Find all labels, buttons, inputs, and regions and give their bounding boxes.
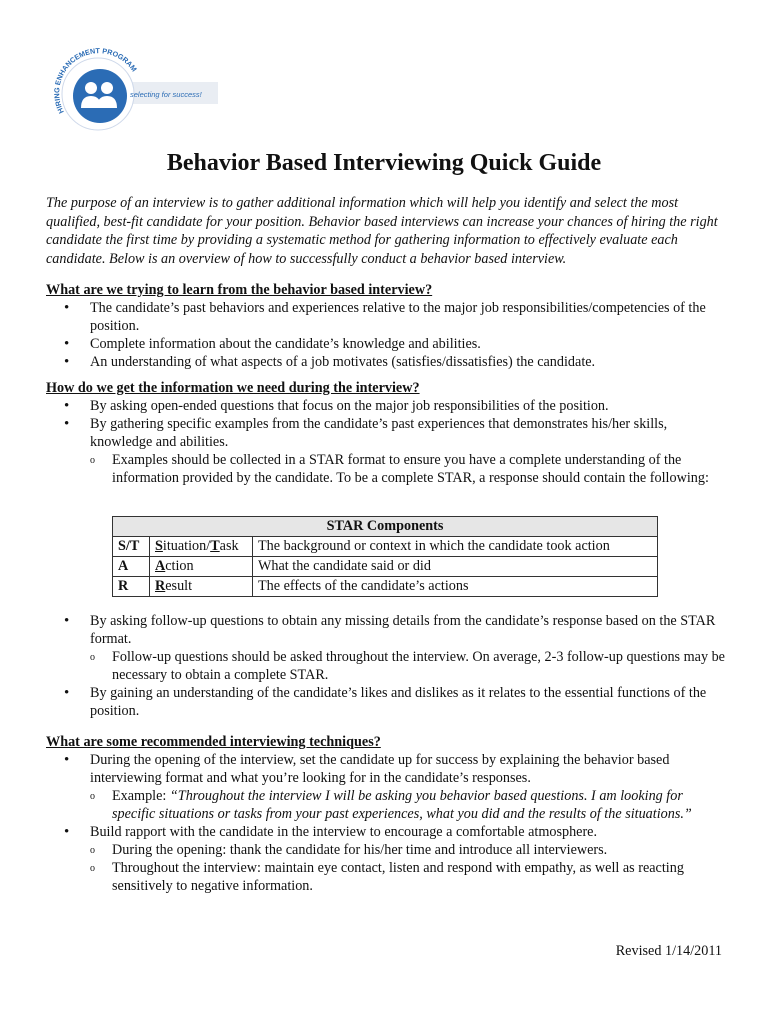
sub-list-item: o Example: “Throughout the interview I will be asking you behavior based questions. I am looking for specific situations or tasks from your past experiences, what you did and the results of the situations.” xyxy=(90,787,726,823)
table-row: S/T Situation/Task The background or context in which the candidate took action xyxy=(113,537,658,557)
bullet-list xyxy=(46,751,726,895)
section-get-information xyxy=(46,379,726,487)
section-get-information-continued xyxy=(46,612,726,720)
intro-text: The purpose of an interview is to gather additional information which will help you identify and select the most qualified, best-fit candidate for your position. Behavior based interviews can increase your chances of hiring the right candidate the first time by providing a systematic method for gathering information to effectively evaluate each candidate. Below is an overview of how to successfully conduct a behavior based interview. xyxy=(46,195,718,267)
list-item: • Build rapport with the candidate in the interview to encourage a comfortable atmosphere. o During the opening: thank the candidate for his/her time and introduce all interviewers. o Throughout the interview: maintain eye contact, listen and respond with empathy, as well as reacting sensitively to negative information. xyxy=(46,823,726,895)
sub-list-item: o Examples should be collected in a STAR format to ensure you have a complete understanding of the information provided by the candidate. To be a complete STAR, a response should contain the following: xyxy=(90,451,726,487)
sub-list xyxy=(90,451,726,487)
list-item: • The candidate’s past behaviors and experiences relative to the major job responsibilities/competencies of the position. xyxy=(46,299,726,335)
revised-date: Revised 1/14/2011 xyxy=(615,943,722,959)
sub-list-item: o Follow-up questions should be asked throughout the interview. On average, 2-3 follow-up questions may be necessary to obtain a complete STAR. xyxy=(90,648,726,684)
list-item: • An understanding of what aspects of a job motivates (satisfies/dissatisfies) the candidate. xyxy=(46,353,726,371)
section-learn xyxy=(46,281,726,371)
sub-list-item: o Throughout the interview: maintain eye contact, listen and respond with empathy, as well as reacting sensitively to negative information. xyxy=(90,859,726,895)
list-item: • By asking follow-up questions to obtain any missing details from the candidate’s response based on the STAR format. o Follow-up questions should be asked throughout the interview. On average, 2-3 follow-up questions may be necessary to obtain a complete STAR. xyxy=(46,612,726,684)
bullet-list xyxy=(46,299,726,371)
section-heading: How do we get the information we need during the interview? xyxy=(46,380,420,396)
intro-paragraph xyxy=(46,194,726,268)
sub-list-item: o During the opening: thank the candidate for his/her time and introduce all interviewers. xyxy=(90,841,726,859)
sub-list xyxy=(90,787,726,823)
sub-list xyxy=(90,841,726,895)
logo-arc-text: HIRING ENHANCEMENT PROGRAM xyxy=(52,46,139,116)
logo-tagline: selecting for success! xyxy=(130,90,202,99)
list-item: • By gathering specific examples from the candidate’s past experiences that demonstrates his/her skills, knowledge and abilities. o Examples should be collected in a STAR format to ensure you have a complete understanding of the information provided by the candidate. To be a complete STAR, a response should contain the following: xyxy=(46,415,726,487)
list-item: • During the opening of the interview, set the candidate up for success by explaining the behavior based interviewing format and what you’re looking for in the candidate’s responses. o Example: “Throughout the interview I will be asking you behavior based questions. I am looking for specific situations or tasks from your past experiences, what you did and the results of the situations.” xyxy=(46,751,726,823)
sub-list xyxy=(90,648,726,684)
list-item: • By gaining an understanding of the candidate’s likes and dislikes as it relates to the essential functions of the position. xyxy=(46,684,726,720)
section-techniques xyxy=(46,733,726,895)
list-item: • Complete information about the candidate’s knowledge and abilities. xyxy=(46,335,726,353)
bullet-list xyxy=(46,397,726,487)
table-header: STAR Components xyxy=(113,517,658,537)
star-components-table xyxy=(112,516,658,597)
logo-graphic xyxy=(50,44,218,132)
list-item: • By asking open-ended questions that focus on the major job responsibilities of the position. xyxy=(46,397,726,415)
page-title: Behavior Based Interviewing Quick Guide xyxy=(166,150,602,176)
section-heading: What are some recommended interviewing techniques? xyxy=(46,734,381,750)
program-logo xyxy=(50,44,218,132)
section-heading: What are we trying to learn from the behavior based interview? xyxy=(46,282,433,298)
table-row: R Result The effects of the candidate’s actions xyxy=(113,577,658,597)
table-row: A Action What the candidate said or did xyxy=(113,557,658,577)
bullet-list xyxy=(46,612,726,720)
